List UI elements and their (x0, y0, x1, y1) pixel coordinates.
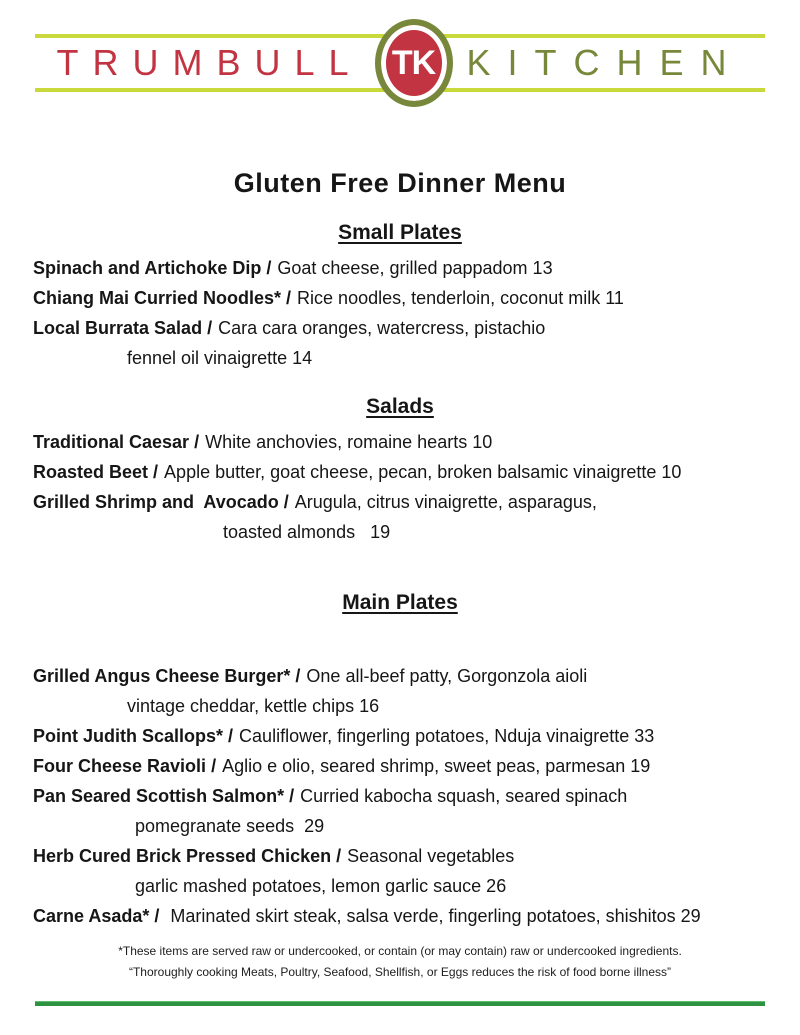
item-separator: / (207, 318, 213, 338)
section-main-plates (33, 661, 800, 931)
item-name: Grilled Shrimp and Avocado (33, 492, 279, 512)
item-continuation: fennel oil vinaigrette 14 (127, 348, 313, 368)
item-description: Apple butter, goat cheese, pecan, broken balsamic vinaigrette 10 (164, 462, 682, 482)
section-small-plates (33, 253, 800, 373)
item-continuation: garlic mashed potatoes, lemon garlic sauce 26 (135, 876, 507, 896)
page-title: Gluten Free Dinner Menu (233, 168, 567, 198)
brand-word-kitchen: KITCHEN (466, 42, 744, 83)
menu-item (33, 661, 800, 691)
item-description: Marinated skirt steak, salsa verde, fingerling potatoes, shishitos 29 (165, 906, 701, 926)
item-separator: / (336, 846, 342, 866)
menu-item (33, 313, 800, 343)
section-heading-salads: Salads (366, 395, 434, 418)
section-heading-small-plates: Small Plates (338, 221, 462, 244)
item-description: Seasonal vegetables (347, 846, 515, 866)
footnote-cooking-advisory: “Thoroughly cooking Meats, Poultry, Seafood, Shellfish, or Eggs reduces the risk of food borne illness” (128, 965, 672, 979)
item-separator: / (266, 258, 272, 278)
item-name: Grilled Angus Cheese Burger* (33, 666, 291, 686)
item-name: Herb Cured Brick Pressed Chicken (33, 846, 332, 866)
item-separator: / (154, 906, 160, 926)
item-description: Curried kabocha squash, seared spinach (300, 786, 628, 806)
logo (0, 16, 800, 110)
footnote-raw-warning: *These items are served raw or undercooked, or contain (or may contain) raw or undercooked ingredients. (118, 944, 682, 958)
item-separator: / (286, 288, 292, 308)
item-continuation: pomegranate seeds 29 (135, 816, 325, 836)
menu-item (33, 427, 800, 457)
item-name: Traditional Caesar (33, 432, 190, 452)
item-name: Four Cheese Ravioli (33, 756, 207, 776)
item-name: Pan Seared Scottish Salmon* (33, 786, 285, 806)
item-separator: / (289, 786, 295, 806)
logo-band (0, 16, 800, 120)
menu-item (33, 901, 800, 931)
menu-item (33, 283, 800, 313)
item-name: Roasted Beet (33, 462, 149, 482)
menu-item (33, 253, 800, 283)
menu-item (33, 457, 800, 487)
footer-rule (35, 1001, 765, 1006)
footnotes (0, 941, 800, 983)
brand-word-trumbull: TRUMBULL (56, 42, 363, 83)
item-description: Goat cheese, grilled pappadom 13 (277, 258, 553, 278)
item-separator: / (295, 666, 301, 686)
item-name: Point Judith Scallops* (33, 726, 224, 746)
menu-item (33, 781, 800, 811)
section-heading-main-plates: Main Plates (342, 591, 458, 614)
item-description: Arugula, citrus vinaigrette, asparagus, (294, 492, 597, 512)
tk-monogram-icon (375, 19, 453, 107)
item-separator: / (228, 726, 234, 746)
item-separator: / (283, 492, 289, 512)
section-salads (33, 427, 800, 547)
item-name: Carne Asada* (33, 906, 150, 926)
item-continuation: toasted almonds 19 (223, 522, 391, 542)
item-continuation: vintage cheddar, kettle chips 16 (127, 696, 380, 716)
item-description: Aglio e olio, seared shrimp, sweet peas, parmesan 19 (222, 756, 651, 776)
item-name: Spinach and Artichoke Dip (33, 258, 262, 278)
item-separator: / (194, 432, 200, 452)
item-name: Chiang Mai Curried Noodles* (33, 288, 282, 308)
menu-item (33, 487, 800, 517)
item-name: Local Burrata Salad (33, 318, 203, 338)
menu-item (33, 721, 800, 751)
tk-monogram-text: TK (391, 44, 436, 82)
item-description: Cauliflower, fingerling potatoes, Nduja vinaigrette 33 (239, 726, 655, 746)
item-description: Rice noodles, tenderloin, coconut milk 11 (297, 288, 624, 308)
menu-item (33, 841, 800, 871)
item-description: White anchovies, romaine hearts 10 (205, 432, 493, 452)
item-description: One all-beef patty, Gorgonzola aioli (306, 666, 588, 686)
menu-item (33, 751, 800, 781)
item-description: Cara cara oranges, watercress, pistachio (218, 318, 546, 338)
item-separator: / (211, 756, 217, 776)
item-separator: / (153, 462, 159, 482)
